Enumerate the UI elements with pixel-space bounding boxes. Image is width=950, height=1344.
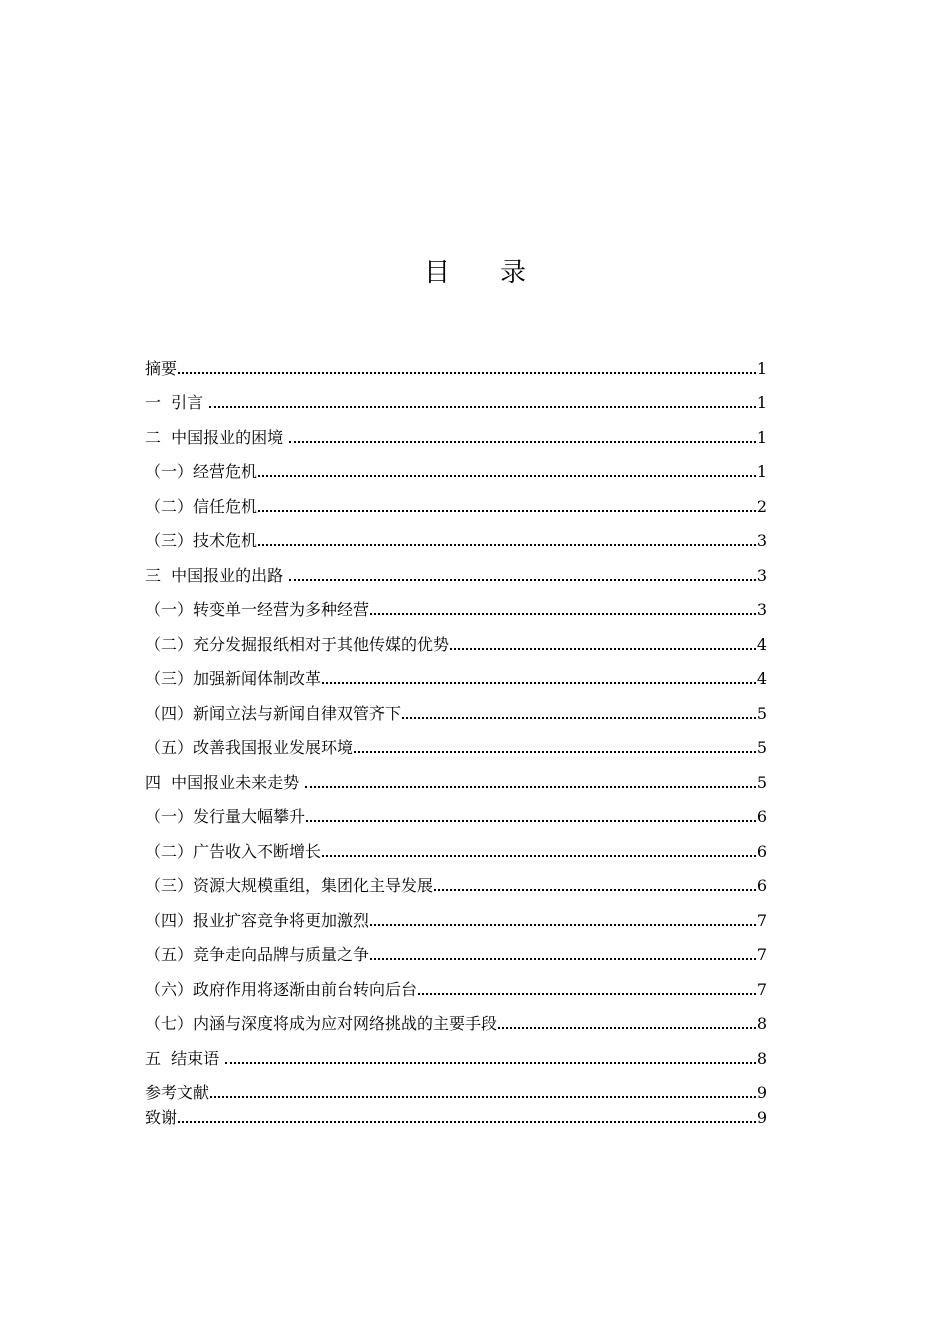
toc-entry-3-3[interactable] xyxy=(145,655,767,690)
toc-entry-page: 1 xyxy=(756,393,767,412)
dot-leader xyxy=(225,1062,756,1064)
toc-entry-label: （二）充分发掘报纸相对于其他传媒的优势 xyxy=(145,634,450,654)
dot-leader xyxy=(289,441,756,443)
toc-entry-section-3[interactable] xyxy=(145,551,767,586)
toc-entry-label: （一）发行量大幅攀升 xyxy=(145,807,306,826)
dot-leader xyxy=(305,786,756,788)
toc-entry-label: （四）报业扩容竞争将更加激烈 xyxy=(145,910,370,930)
toc-entry-page: 4 xyxy=(756,669,767,688)
dot-leader xyxy=(402,717,756,719)
toc-entry-label: （五）改善我国报业发展环境 xyxy=(145,738,354,757)
dot-leader xyxy=(418,993,756,995)
dot-leader xyxy=(210,1096,756,1098)
toc-entry-label: 摘要 xyxy=(145,358,178,378)
toc-entry-4-2[interactable] xyxy=(145,827,767,862)
toc-entry-label: （三）资源大规模重组，集团化主导发展 xyxy=(145,876,434,895)
toc-entry-label: 致谢 xyxy=(145,1108,178,1127)
toc-entry-page: 8 xyxy=(756,1048,767,1068)
toc-entry-page: 7 xyxy=(756,945,767,964)
toc-entry-page: 1 xyxy=(756,462,767,481)
toc-entry-section-5[interactable] xyxy=(145,1034,767,1069)
toc-entry-2-2[interactable] xyxy=(145,482,767,517)
dot-leader xyxy=(209,406,756,408)
toc-entry-4-3[interactable] xyxy=(145,862,767,897)
toc-entry-label: （二）信任危机 xyxy=(145,496,258,516)
toc-entry-page: 3 xyxy=(756,565,767,585)
toc-entry-3-2[interactable] xyxy=(145,620,767,655)
toc-entry-introduction[interactable] xyxy=(145,379,767,414)
toc-entry-4-5[interactable] xyxy=(145,931,767,966)
toc-entry-label: 三 中国报业的出路 xyxy=(145,565,289,585)
toc-entry-label: 参考文献 xyxy=(145,1083,210,1102)
dot-leader xyxy=(370,924,756,926)
toc-entry-page: 5 xyxy=(756,772,767,792)
toc-entry-label: （一）经营危机 xyxy=(145,462,258,481)
dot-leader xyxy=(258,475,756,477)
toc-entry-label: 四 中国报业未来走势 xyxy=(145,772,305,792)
toc-entry-label: （四）新闻立法与新闻自律双管齐下 xyxy=(145,703,402,723)
dot-leader xyxy=(178,1121,756,1123)
toc-entry-label: （五）竞争走向品牌与质量之争 xyxy=(145,945,370,964)
toc-entry-3-1[interactable] xyxy=(145,586,767,621)
table-of-contents xyxy=(145,344,767,1128)
toc-entry-3-4[interactable] xyxy=(145,689,767,724)
toc-entry-section-4[interactable] xyxy=(145,758,767,793)
toc-entry-page: 6 xyxy=(756,876,767,895)
toc-entry-page: 5 xyxy=(756,703,767,723)
toc-entry-page: 9 xyxy=(756,1083,767,1102)
dot-leader xyxy=(498,1027,756,1029)
toc-entry-4-1[interactable] xyxy=(145,793,767,828)
toc-entry-page: 6 xyxy=(756,807,767,826)
dot-leader xyxy=(354,751,756,753)
toc-entry-label: 五 结束语 xyxy=(145,1048,225,1068)
toc-entry-label: （二）广告收入不断增长 xyxy=(145,841,322,861)
dot-leader xyxy=(370,958,756,960)
toc-entry-page: 1 xyxy=(756,427,767,447)
toc-entry-page: 7 xyxy=(756,910,767,930)
dot-leader xyxy=(450,648,756,650)
toc-entry-acknowledgements[interactable] xyxy=(145,1103,767,1128)
toc-entry-page: 7 xyxy=(756,979,767,999)
dot-leader xyxy=(322,855,756,857)
toc-entry-label: （七）内涵与深度将成为应对网络挑战的主要手段 xyxy=(145,1014,498,1033)
page-title: 目录 xyxy=(423,258,576,288)
toc-entry-4-7[interactable] xyxy=(145,1000,767,1035)
dot-leader xyxy=(306,820,756,822)
toc-entry-page: 6 xyxy=(756,841,767,861)
dot-leader xyxy=(178,372,756,374)
toc-entry-page: 1 xyxy=(756,358,767,378)
toc-entry-page: 9 xyxy=(756,1108,767,1127)
toc-entry-page: 8 xyxy=(756,1014,767,1033)
toc-entry-3-5[interactable] xyxy=(145,724,767,759)
toc-entry-label: （六）政府作用将逐渐由前台转向后台 xyxy=(145,979,418,999)
toc-entry-label: 一 引言 xyxy=(145,393,209,412)
toc-entry-label: 二 中国报业的困境 xyxy=(145,427,289,447)
dot-leader xyxy=(258,544,756,546)
toc-entry-2-3[interactable] xyxy=(145,517,767,552)
toc-entry-label: （一）转变单一经营为多种经营 xyxy=(145,600,370,619)
toc-entry-2-1[interactable] xyxy=(145,448,767,483)
toc-entry-abstract[interactable] xyxy=(145,344,767,379)
dot-leader xyxy=(322,682,756,684)
toc-entry-page: 5 xyxy=(756,738,767,757)
toc-entry-label: （三）技术危机 xyxy=(145,531,258,550)
toc-entry-4-6[interactable] xyxy=(145,965,767,1000)
toc-entry-label: （三）加强新闻体制改革 xyxy=(145,669,322,688)
toc-entry-4-4[interactable] xyxy=(145,896,767,931)
dot-leader xyxy=(289,579,756,581)
toc-entry-page: 3 xyxy=(756,600,767,619)
toc-entry-references[interactable] xyxy=(145,1069,767,1104)
toc-entry-page: 3 xyxy=(756,531,767,550)
toc-entry-page: 4 xyxy=(756,634,767,654)
toc-entry-page: 2 xyxy=(756,496,767,516)
toc-entry-section-2[interactable] xyxy=(145,413,767,448)
dot-leader xyxy=(434,889,756,891)
dot-leader xyxy=(258,510,756,512)
dot-leader xyxy=(370,613,756,615)
